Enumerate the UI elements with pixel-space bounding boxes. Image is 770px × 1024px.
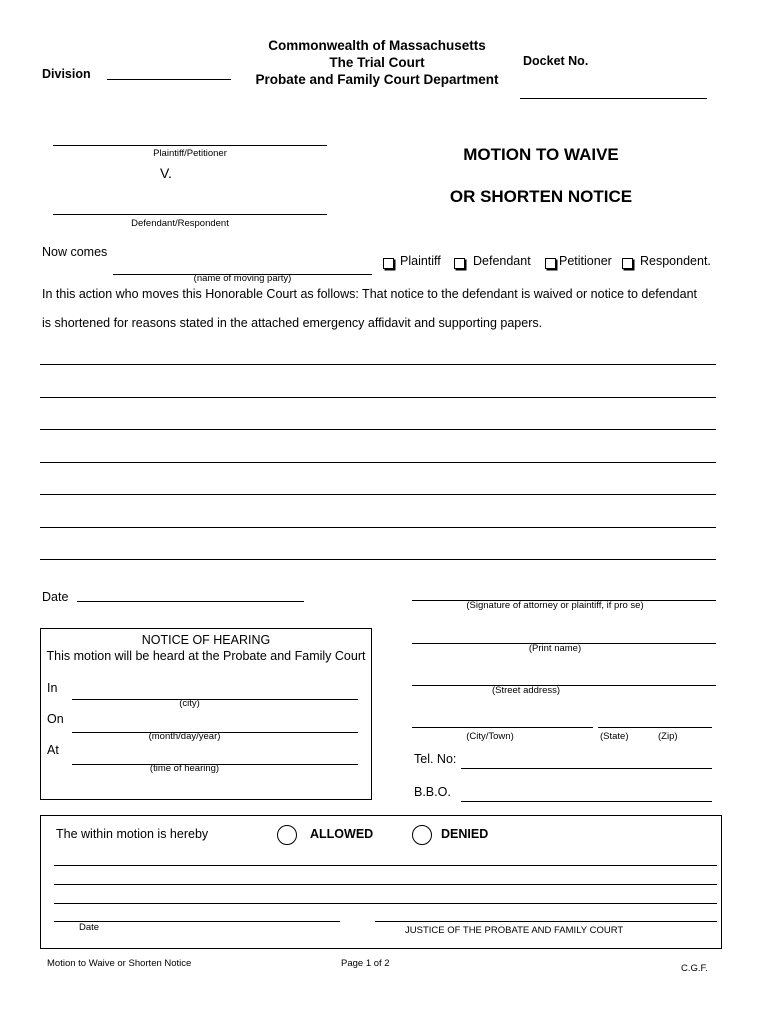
writing-line[interactable] bbox=[40, 397, 716, 398]
at-label: At bbox=[47, 743, 59, 757]
ruling-box bbox=[40, 815, 722, 949]
notice-of-hearing-box bbox=[40, 628, 372, 800]
hearing-city-caption: (city) bbox=[179, 698, 200, 709]
city-town-field[interactable] bbox=[412, 727, 593, 728]
plaintiff-option-label: Plaintiff bbox=[400, 254, 441, 268]
plaintiff-caption: Plaintiff/Petitioner bbox=[153, 148, 227, 159]
state-caption: (State) bbox=[600, 731, 629, 742]
city-town-caption: (City/Town) bbox=[466, 731, 514, 742]
writing-line[interactable] bbox=[40, 462, 716, 463]
ruling-writing-line[interactable] bbox=[54, 865, 717, 866]
petitioner-checkbox[interactable] bbox=[545, 258, 556, 269]
ruling-writing-line[interactable] bbox=[54, 903, 717, 904]
footer-form-name: Motion to Waive or Shorten Notice bbox=[47, 958, 192, 969]
now-comes-label: Now comes bbox=[42, 245, 108, 259]
body-line-1: In this action who moves this Honorable Court as follows: That notice to the defendant is waived or notice to defendant bbox=[42, 287, 698, 301]
in-label: In bbox=[47, 681, 58, 695]
hearing-time-caption: (time of hearing) bbox=[149, 763, 220, 774]
justice-signature-field[interactable] bbox=[375, 921, 717, 922]
header-line-3: Probate and Family Court Department bbox=[255, 72, 499, 87]
defendant-field[interactable] bbox=[53, 214, 327, 215]
on-label: On bbox=[47, 712, 64, 726]
bbo-field[interactable] bbox=[461, 801, 712, 802]
defendant-option-label: Defendant bbox=[473, 254, 531, 268]
notice-subtitle: This motion will be heard at the Probate and Family Court bbox=[46, 649, 366, 663]
state-zip-field[interactable] bbox=[598, 727, 712, 728]
defendant-caption: Defendant/Respondent bbox=[131, 218, 229, 229]
header-line-2: The Trial Court bbox=[329, 55, 425, 70]
docket-label: Docket No. bbox=[523, 54, 589, 68]
allowed-radio[interactable] bbox=[277, 825, 297, 845]
hearing-date-caption: (month/day/year) bbox=[148, 731, 221, 742]
allowed-label: ALLOWED bbox=[310, 827, 374, 841]
bbo-label: B.B.O. bbox=[414, 785, 451, 799]
writing-line[interactable] bbox=[40, 494, 716, 495]
notice-title: NOTICE OF HEARING bbox=[141, 633, 271, 647]
tel-label: Tel. No: bbox=[414, 752, 457, 766]
writing-line[interactable] bbox=[40, 429, 716, 430]
title-line-1: MOTION TO WAIVE bbox=[463, 145, 619, 164]
moving-party-caption: (name of moving party) bbox=[193, 273, 292, 284]
denied-radio[interactable] bbox=[412, 825, 432, 845]
plaintiff-field[interactable] bbox=[53, 145, 327, 146]
writing-line[interactable] bbox=[40, 559, 716, 560]
date-label: Date bbox=[42, 590, 69, 604]
versus-label: V. bbox=[160, 165, 172, 181]
defendant-checkbox[interactable] bbox=[454, 258, 465, 269]
signature-caption: (Signature of attorney or plaintiff, if pro se) bbox=[466, 600, 644, 611]
zip-caption: (Zip) bbox=[658, 731, 678, 742]
print-name-caption: (Print name) bbox=[528, 643, 582, 654]
ruling-date-caption: Date bbox=[79, 922, 100, 933]
division-field[interactable] bbox=[107, 79, 231, 80]
docket-field[interactable] bbox=[520, 98, 707, 99]
body-line-2: is shortened for reasons stated in the attached emergency affidavit and supporting papers. bbox=[42, 316, 543, 330]
footer-page-number: Page 1 of 2 bbox=[341, 958, 390, 969]
footer-code: C.G.F. bbox=[681, 963, 708, 974]
petitioner-option-label: Petitioner bbox=[559, 254, 612, 268]
respondent-checkbox[interactable] bbox=[622, 258, 633, 269]
tel-field[interactable] bbox=[461, 768, 712, 769]
street-address-caption: (Street address) bbox=[491, 685, 561, 696]
plaintiff-checkbox[interactable] bbox=[383, 258, 394, 269]
ruling-writing-line[interactable] bbox=[54, 884, 717, 885]
denied-label: DENIED bbox=[441, 827, 489, 841]
writing-line[interactable] bbox=[40, 364, 716, 365]
justice-caption: JUSTICE OF THE PROBATE AND FAMILY COURT bbox=[405, 925, 624, 936]
header-line-1: Commonwealth of Massachusetts bbox=[268, 38, 486, 53]
respondent-option-label: Respondent. bbox=[640, 254, 711, 268]
writing-line[interactable] bbox=[40, 527, 716, 528]
date-field[interactable] bbox=[77, 601, 304, 602]
division-label: Division bbox=[42, 67, 91, 81]
ruling-lead-text: The within motion is hereby bbox=[56, 827, 209, 841]
title-line-2: OR SHORTEN NOTICE bbox=[449, 187, 633, 206]
